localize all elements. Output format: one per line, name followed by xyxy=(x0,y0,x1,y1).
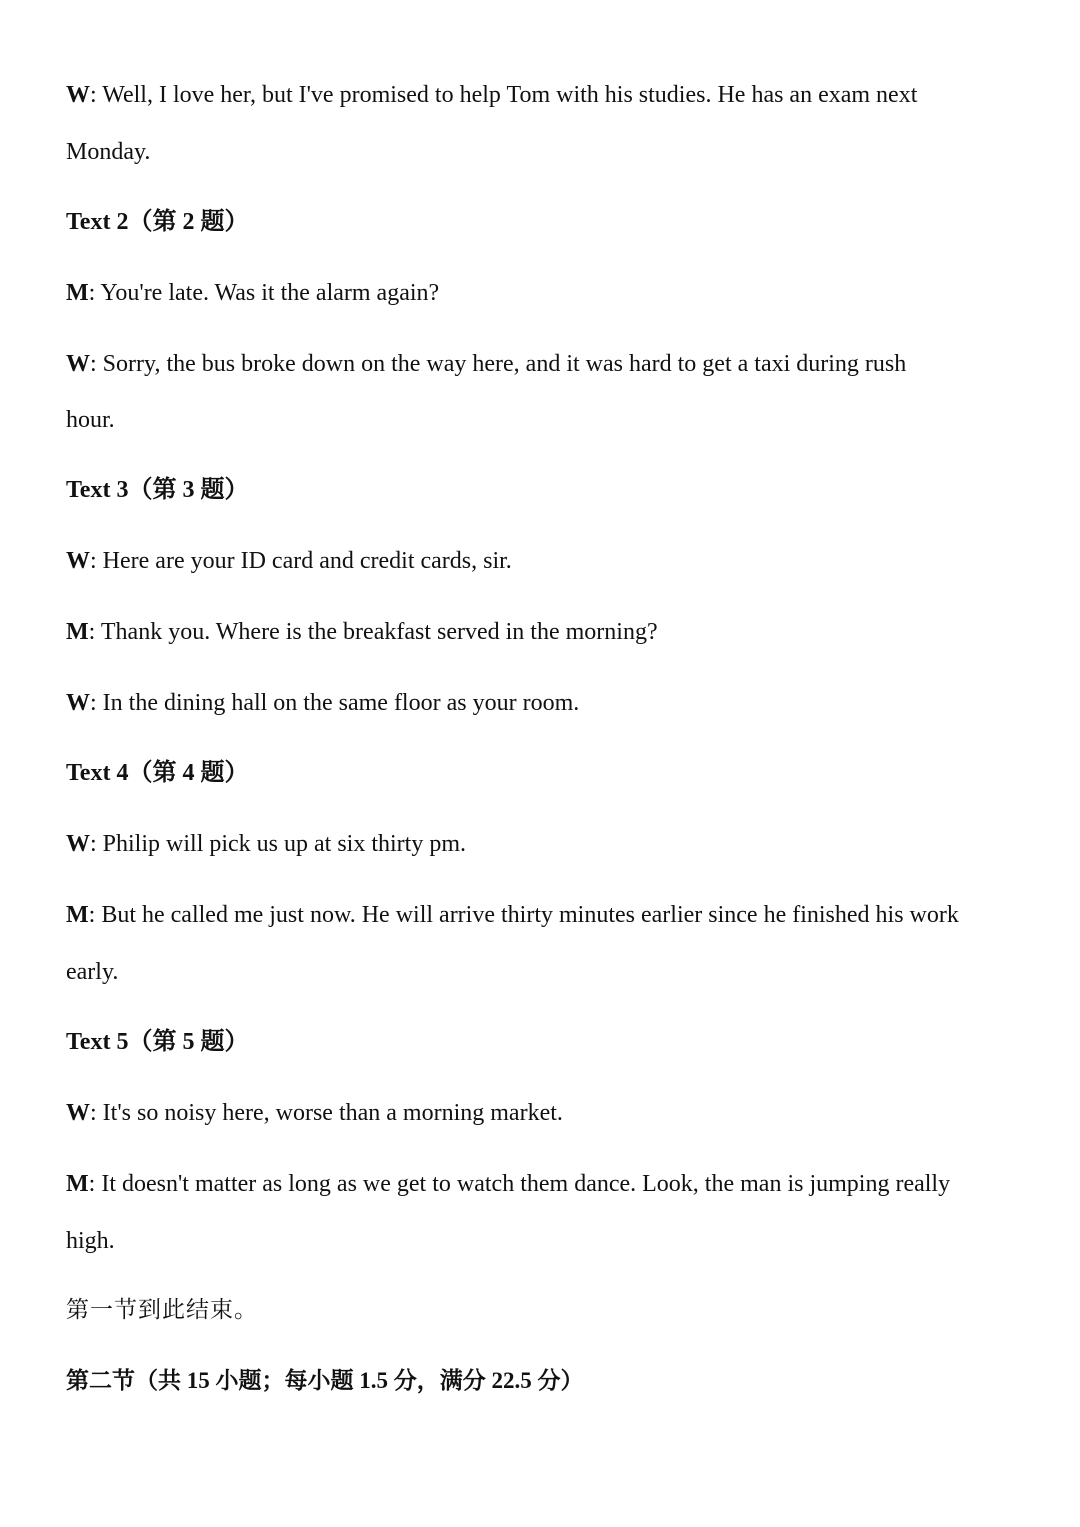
dialogue-line xyxy=(66,278,439,308)
speaker-label: W xyxy=(66,690,90,716)
text-heading: Text 5（第 5 题） xyxy=(66,1029,249,1055)
dialogue-line xyxy=(66,688,579,718)
dialogue-text: : It's so noisy here, worse than a morning market. xyxy=(90,1100,563,1126)
dialogue-line xyxy=(66,829,466,859)
text-heading: Text 3（第 3 题） xyxy=(66,477,249,503)
speaker-label: M xyxy=(66,902,89,928)
dialogue-text: : But he called me just now. He will arrive thirty minutes earlier since he finished his work xyxy=(88,902,959,928)
dialogue-line xyxy=(66,349,906,379)
speaker-label: M xyxy=(66,1171,89,1197)
dialogue-text: : Philip will pick us up at six thirty pm. xyxy=(90,831,467,857)
dialogue-line xyxy=(66,1169,950,1199)
speaker-label: M xyxy=(66,280,89,306)
dialogue-line xyxy=(66,80,917,110)
speaker-label: W xyxy=(66,351,90,377)
dialogue-text: : Here are your ID card and credit cards, sir. xyxy=(90,548,512,574)
dialogue-line xyxy=(66,617,658,647)
dialogue-text: : It doesn't matter as long as we get to watch them dance. Look, the man is jumping really xyxy=(88,1171,951,1197)
speaker-label: W xyxy=(66,1100,90,1126)
dialogue-line-continued: early. xyxy=(66,959,119,985)
dialogue-text: : Well, I love her, but I've promised to help Tom with his studies. He has an exam next xyxy=(90,82,918,108)
section-end-note: 第一节到此结束。 xyxy=(66,1297,258,1322)
dialogue-text: : Sorry, the bus broke down on the way here, and it was hard to get a taxi during rush xyxy=(90,351,907,377)
speaker-label: W xyxy=(66,548,90,574)
speaker-label: W xyxy=(66,831,90,857)
speaker-label: M xyxy=(66,619,89,645)
dialogue-text: : In the dining hall on the same floor as your room. xyxy=(90,690,580,716)
dialogue-line-continued: high. xyxy=(66,1228,115,1254)
dialogue-text: : You're late. Was it the alarm again? xyxy=(88,280,440,306)
dialogue-line-continued: hour. xyxy=(66,407,115,433)
dialogue-line xyxy=(66,900,959,930)
text-heading: Text 2（第 2 题） xyxy=(66,209,249,235)
text-heading: Text 4（第 4 题） xyxy=(66,760,249,786)
dialogue-line xyxy=(66,546,512,576)
speaker-label: W xyxy=(66,82,90,108)
dialogue-text: : Thank you. Where is the breakfast served in the morning? xyxy=(88,619,658,645)
dialogue-line-continued: Monday. xyxy=(66,139,151,165)
dialogue-line xyxy=(66,1098,563,1128)
section-two-heading: 第二节（共 15 小题；每小题 1.5 分，满分 22.5 分） xyxy=(66,1368,584,1393)
